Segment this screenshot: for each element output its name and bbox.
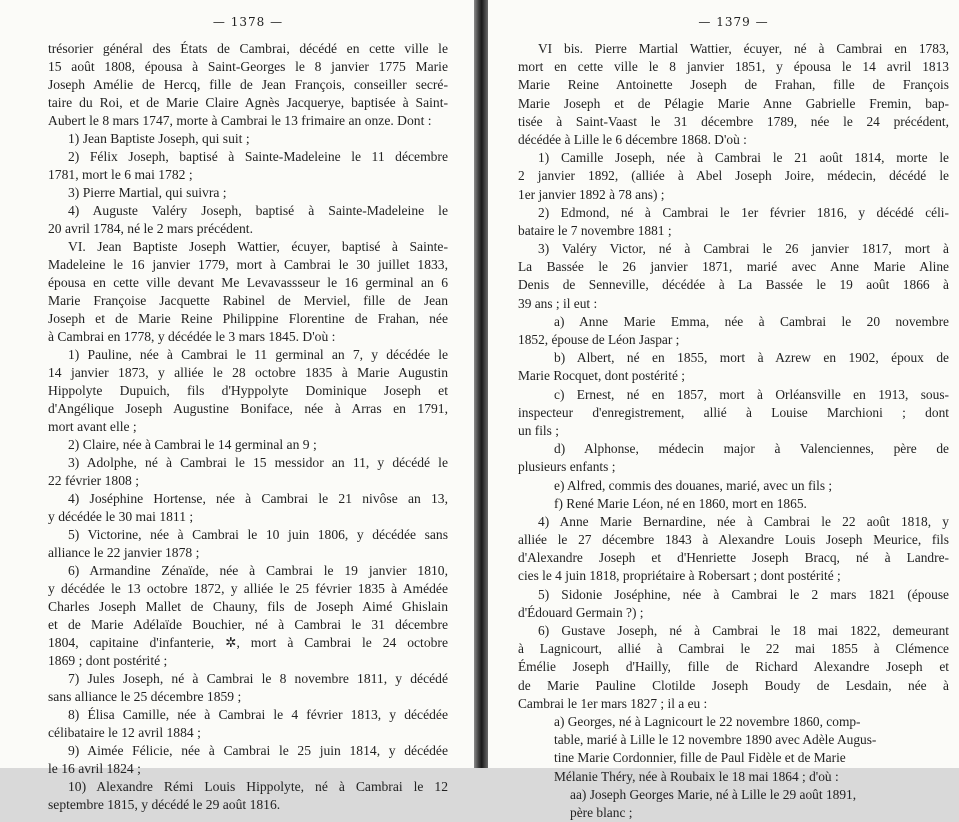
text-line: 6) Gustave Joseph, né à Cambrai le 18 mai 1822, demeurant xyxy=(538,623,949,638)
text-line: un fils ; xyxy=(518,422,559,438)
text-line: 22 février 1808 ; xyxy=(48,473,139,488)
text-line: Émélie Joseph d'Hailly, fille de Richard Alexandre Joseph et xyxy=(518,659,949,675)
text-line: sans alliance le 25 décembre 1859 ; xyxy=(48,689,242,704)
text-line: 1) Pauline, née à Cambrai le 11 germinal an 7, y décédée le xyxy=(68,347,448,362)
text-line: 3) Adolphe, né à Cambrai le 15 messidor an 11, y décédé le xyxy=(68,455,448,470)
text-line: 4) Auguste Valéry Joseph, baptisé à Sainte-Madeleine le xyxy=(68,203,448,218)
text-line: 1781, mort le 6 mai 1782 ; xyxy=(48,167,193,182)
text-line: Joseph et de Marie Reine Philippine Florentine de Frahan, née xyxy=(48,311,448,326)
text-line: septembre 1815, y décédé le 29 août 1816. xyxy=(48,797,281,812)
text-line: 4) Joséphine Hortense, née à Cambrai le 21 nivôse an 13, xyxy=(68,491,448,506)
text-line: mort avant elle ; xyxy=(48,419,137,434)
text-line: Hippolyte Dupuich, fils d'Hyppolyte Dominique Joseph et xyxy=(48,383,448,398)
text-line: mort en cette ville le 8 janvier 1851, y épousa le 14 avril 1813 xyxy=(518,59,949,75)
text-line: Mélanie Théry, née à Roubaix le 18 mai 1864 ; d'où : xyxy=(554,768,839,784)
text-line: tisée à Saint-Vaast le 31 décembre 1789, née le 24 précédent, xyxy=(518,113,949,129)
text-line: et de Marie Adélaïde Bouchier, né à Cambrai le 31 décembre xyxy=(48,617,448,632)
text-line: Marie Rocquet, dont postérité ; xyxy=(518,368,685,384)
text-line: Madeleine le 16 janvier 1779, mort à Cambrai le 30 juillet 1833, xyxy=(48,257,448,272)
text-line: d'Alexandre Joseph et d'Henriette Joseph Bracq, né à Landre- xyxy=(518,550,949,566)
text-line: 3) Pierre Martial, qui suivra ; xyxy=(68,185,227,200)
text-line: y décédée le 13 octobre 1872, y alliée le 25 février 1835 à Amédée xyxy=(48,581,448,596)
text-line: 2) Edmond, né à Cambrai le 1er février 1816, y décédé céli- xyxy=(538,204,949,220)
text-line: père blanc ; xyxy=(570,804,633,820)
text-line: y décédée le 30 mai 1811 ; xyxy=(48,509,194,524)
text-line: 5) Sidonie Joséphine, née à Cambrai le 2 mars 1821 (épouse xyxy=(538,586,949,602)
text-line: c) Ernest, né en 1857, mort à Orléansville en 1913, sous- xyxy=(554,386,949,402)
text-line: 2) Claire, née à Cambrai le 14 germinal an 9 ; xyxy=(68,437,317,452)
text-line: épousa en cette ville devant Me Levavassseur le 16 germinal an 6 xyxy=(48,275,448,290)
page-number: — 1379 — xyxy=(698,15,769,29)
text-line: à Lagnicourt, allié à Cambrai le 22 mai 1855 à Clémence xyxy=(518,641,949,657)
text-line: 14 janvier 1873, y alliée le 28 octobre 1835 à Marie Augustin xyxy=(48,365,448,380)
text-line: Marie Françoise Jacquette Rabinel de Merviel, fille de Jean xyxy=(48,293,448,308)
text-line: Charles Joseph Mallet de Chauny, fils de Joseph Aimé Ghislain xyxy=(48,599,448,614)
text-line: b) Albert, né en 1855, mort à Azrew en 1902, époux de xyxy=(554,350,949,366)
text-line: Marie Reine Antoinette Joseph de Frahan, fille de François xyxy=(518,77,949,93)
text-line: 1852, épouse de Léon Jaspar ; xyxy=(518,332,680,347)
right-page xyxy=(488,0,959,820)
text-line: a) Georges, né à Lagnicourt le 22 novembre 1860, comp- xyxy=(554,713,861,729)
text-line: inspecteur d'enregistrement, allié à Louise Marchioni ; dont xyxy=(518,404,949,420)
text-line: 7) Jules Joseph, né à Cambrai le 8 novembre 1811, y décédé xyxy=(68,671,448,686)
page-number: — 1378 — xyxy=(212,15,284,29)
book-gutter xyxy=(474,0,488,768)
text-line: 39 ans ; il eut : xyxy=(518,295,598,311)
text-line: La Bassée le 26 janvier 1871, marié avec Anne Marie Aline xyxy=(518,259,949,275)
text-line: de Marie Pauline Clotilde Joseph Boudy de Lesdain, née à xyxy=(518,677,949,693)
text-line: célibataire le 12 avril 1884 ; xyxy=(48,725,201,740)
text-line: e) Alfred, commis des douanes, marié, avec un fils ; xyxy=(554,477,833,493)
text-line: tine Marie Cordonnier, fille de Paul Fidèle et de Marie xyxy=(554,750,846,766)
text-line: à Cambrai en 1778, y décédée le 3 mars 1845. D'où : xyxy=(48,329,336,344)
text-line: 9) Aimée Félicie, née à Cambrai le 25 juin 1814, y décédée xyxy=(68,743,448,758)
text-line: Aubert le 8 mars 1747, morte à Cambrai le 13 frimaire an onze. Dont : xyxy=(48,113,432,128)
text-line: alliance le 22 janvier 1878 ; xyxy=(48,545,200,560)
text-line: bataire le 7 novembre 1881 ; xyxy=(518,222,672,238)
text-line: table, marié à Lille le 12 novembre 1890 avec Adèle Augus- xyxy=(554,732,877,748)
text-line: 1804, capitaine d'infanterie, ✲, mort à Cambrai le 24 octobre xyxy=(48,635,448,650)
text-line: 1) Camille Joseph, née à Cambrai le 21 août 1814, morte le xyxy=(538,150,949,166)
text-line: 2) Félix Joseph, baptisé à Sainte-Madeleine le 11 décembre xyxy=(68,149,448,164)
text-line: le 16 avril 1824 ; xyxy=(48,761,141,776)
text-line: taire du Roi, et de Marie Claire Agnès Jacquerye, baptisée à Saint- xyxy=(48,95,448,110)
text-body xyxy=(48,40,448,814)
text-line: 4) Anne Marie Bernardine, née à Cambrai le 22 août 1818, y xyxy=(538,513,949,529)
text-line: d'Angélique Joseph Augustine Boniface, née à Arras en 1791, xyxy=(48,401,448,416)
text-line: 10) Alexandre Rémi Louis Hippolyte, né à Cambrai le 12 xyxy=(68,779,448,794)
text-line: alliée le 27 décembre 1843 à Alexandre Louis Joseph Meurice, fils xyxy=(518,532,949,548)
text-line: 6) Armandine Zénaïde, née à Cambrai le 19 janvier 1810, xyxy=(68,563,448,578)
text-line: 3) Valéry Victor, né à Cambrai le 26 janvier 1817, mort à xyxy=(538,241,949,257)
text-line: VI bis. Pierre Martial Wattier, écuyer, né à Cambrai en 1783, xyxy=(538,41,949,56)
text-line: f) René Marie Léon, né en 1860, mort en 1865. xyxy=(554,495,807,511)
text-line: plusieurs enfants ; xyxy=(518,459,616,475)
text-line: Joseph Amélie de Hercq, fille de Jean François, conseiller secré- xyxy=(48,77,448,92)
text-line: Marie Joseph et de Pélagie Marie Anne Gabrielle Fremin, bap- xyxy=(518,95,949,111)
left-page xyxy=(0,0,474,812)
text-line: 1) Jean Baptiste Joseph, qui suit ; xyxy=(68,131,250,146)
text-line: trésorier général des États de Cambrai, décédé en cette ville le xyxy=(48,41,448,56)
text-line: 15 août 1808, épousa à Saint-Georges le 8 janvier 1775 Marie xyxy=(48,59,448,74)
text-line: 8) Élisa Camille, née à Cambrai le 4 février 1813, y décédée xyxy=(68,707,448,722)
text-line: VI. Jean Baptiste Joseph Wattier, écuyer, baptisé à Sainte- xyxy=(68,239,448,254)
text-line: a) Anne Marie Emma, née à Cambrai le 20 novembre xyxy=(554,313,949,329)
text-line: 1er janvier 1892 à 78 ans) ; xyxy=(518,186,665,202)
text-line: d'Édouard Germain ?) ; xyxy=(518,604,644,620)
text-line: d) Alphonse, médecin major à Valenciennes, père de xyxy=(554,441,949,457)
text-line: Cambrai le 1er mars 1827 ; il a eu : xyxy=(518,695,708,711)
text-line: décédée à Lille le 6 décembre 1868. D'où : xyxy=(518,131,747,147)
text-line: 1869 ; dont postérité ; xyxy=(48,653,168,668)
text-line: Denis de Senneville, décédée à La Bassée le 19 août 1866 à xyxy=(518,277,949,293)
text-line: 5) Victorine, née à Cambrai le 10 juin 1806, y décédée sans xyxy=(68,527,448,542)
text-line: cies le 4 juin 1818, propriétaire à Robersart ; dont postérité ; xyxy=(518,568,841,584)
text-body xyxy=(518,40,949,822)
text-line: 20 avril 1784, né le 2 mars précédent. xyxy=(48,221,253,236)
text-line: 2 janvier 1892, (alliée à Abel Joseph Joire, médecin, décédé le xyxy=(518,168,949,184)
text-line: aa) Joseph Georges Marie, né à Lille le 29 août 1891, xyxy=(570,786,857,802)
